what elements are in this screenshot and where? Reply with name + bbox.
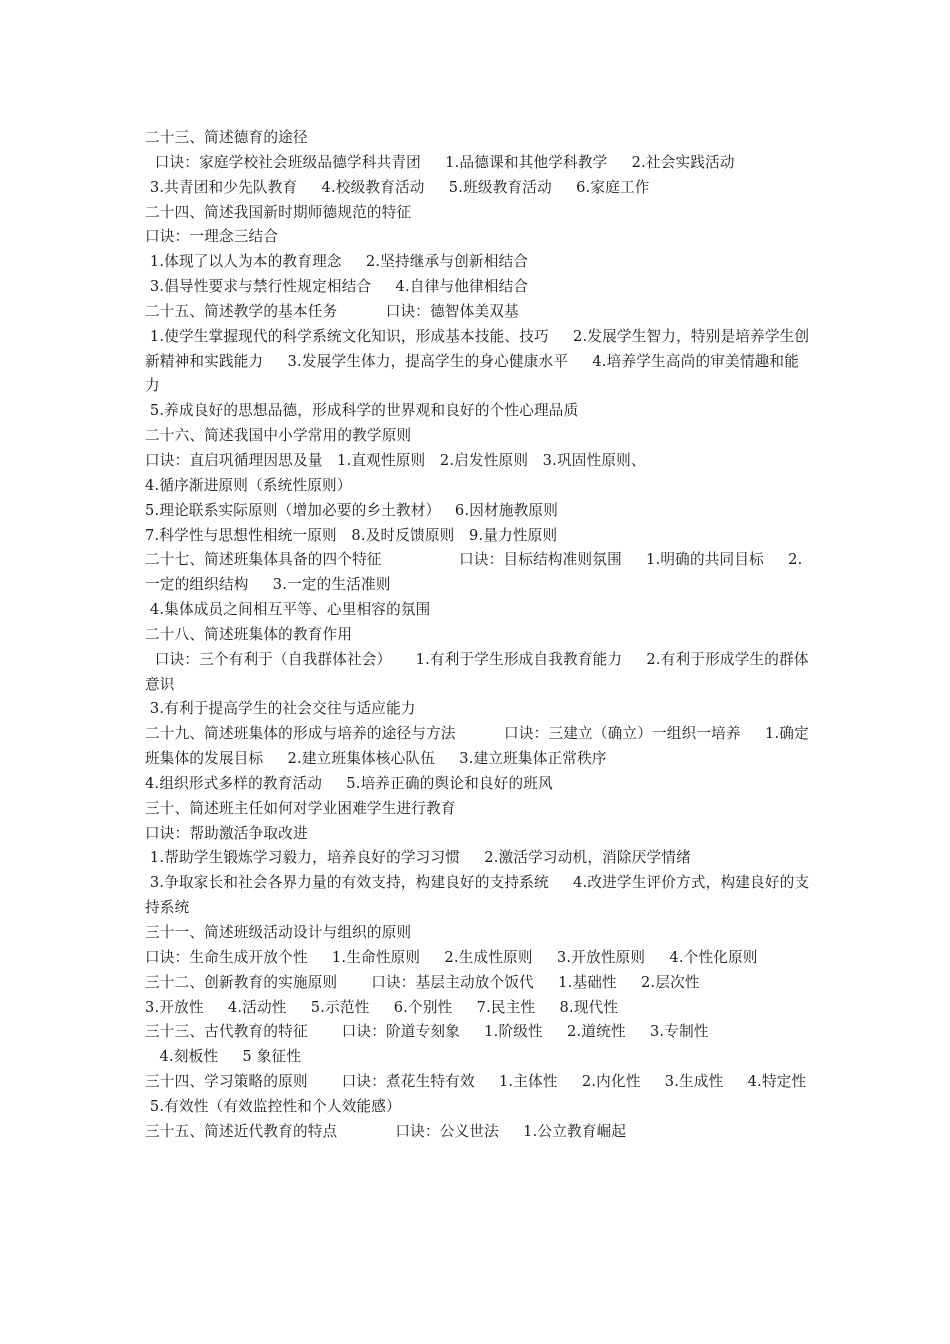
heading-33: 三十三、古代教育的特征 口诀：阶道专刻象 1.阶级性 2.道统性 3.专制性: [145, 1023, 709, 1041]
heading-27: 二十七、简述班集体具备的四个特征 口诀：目标结构准则氛围 1.明确的共同目标 2.一定的组织结构 3.一定的生活准则: [145, 551, 803, 594]
list-26-items-b: 5.理论联系实际原则（增加必要的乡土教材） 6.因材施教原则: [145, 501, 559, 519]
mnemonic-30: 口诀：帮助激活争取改进: [145, 824, 308, 842]
list-29-items: 4.组织形式多样的教育活动 5.培养正确的舆论和良好的班风: [145, 774, 553, 792]
heading-30: 三十、简述班主任如何对学业困难学生进行教育: [145, 799, 456, 817]
heading-25: 二十五、简述教学的基本任务 口诀：德智体美双基: [145, 302, 519, 320]
list-30-items-b: 3.争取家长和社会各界力量的有效支持，构建良好的支持系统 4.改进学生评价方式，构建良好的支持系统: [145, 874, 810, 917]
list-32-items: 3.开放性 4.活动性 5.示范性 6.个别性 7.民主性 8.现代性: [145, 998, 619, 1016]
heading-32: 三十二、创新教育的实施原则 口诀：基层主动放个饭代 1.基础性 2.层次性: [145, 973, 700, 991]
heading-34: 三十四、学习策略的原则 口诀：煮花生特有效 1.主体性 2.内化性 3.生成性 4.特定性: [145, 1073, 807, 1091]
heading-23: 二十三、简述德育的途径: [145, 129, 308, 146]
list-24-items-a: 1.体现了以人为本的教育理念 2.坚持继承与创新相结合: [145, 253, 529, 271]
list-30-items-a: 1.帮助学生锻炼学习毅力，培养良好的学习习惯 2.激活学习动机，消除厌学情绪: [145, 849, 691, 867]
mnemonic-31: 口诀：生命生成开放个性 1.生命性原则 2.生成性原则 3.开放性原则 4.个性化原则: [145, 948, 758, 966]
heading-26: 二十六、简述我国中小学常用的教学原则: [145, 427, 412, 445]
list-34-items: 5.有效性（有效监控性和个人效能感）: [145, 1097, 401, 1115]
list-25-items-a: 1.使学生掌握现代的科学系统文化知识，形成基本技能、技巧 2.发展学生智力，特别是培养学生创新精神和实践能力 3.发展学生体力，提高学生的身心健康水平 4.培养学生高尚的审美情趣和能力: [145, 327, 810, 395]
heading-31: 三十一、简述班级活动设计与组织的原则: [145, 924, 412, 941]
mnemonic-24: 口诀：一理念三结合: [145, 228, 279, 246]
list-27-items: 4.集体成员之间相互平等、心里相容的氛围: [145, 601, 431, 619]
list-23-items: 3.共青团和少先队教育 4.校级教育活动 5.班级教育活动 6.家庭工作: [145, 178, 650, 196]
list-26-items-c: 7.科学性与思想性相统一原则 8.及时反馈原则 9.量力性原则: [145, 526, 558, 544]
heading-35: 三十五、简述近代教育的特点 口诀：公义世法 1.公立教育崛起: [145, 1122, 627, 1140]
mnemonic-26: 口诀：直启巩循理因思及量 1.直观性原则 2.启发性原则 3.巩固性原则、: [145, 451, 646, 469]
list-25-items-b: 5.养成良好的思想品德，形成科学的世界观和良好的个性心理品质: [145, 402, 579, 420]
mnemonic-23: 口诀：家庭学校社会班级品德学科共青团 1.品德课和其他学科教学 2.社会实践活动: [145, 153, 735, 171]
list-24-items-b: 3.倡导性要求与禁行性规定相结合 4.自律与他律相结合: [145, 278, 529, 296]
heading-24: 二十四、简述我国新时期师德规范的特征: [145, 203, 412, 221]
heading-28: 二十八、简述班集体的教育作用: [145, 625, 353, 643]
heading-29: 二十九、简述班集体的形成与培养的途径与方法 口诀：三建立（确立）一组织一培养 1.确定班集体的发展目标 2.建立班集体核心队伍 3.建立班集体正常秩序: [145, 725, 809, 768]
list-33-items: 4.刻板性 5 象征性: [145, 1048, 302, 1066]
list-26-items-a: 4.循序渐进原则（系统性原则）: [145, 476, 352, 494]
mnemonic-28: 口诀：三个有利于（自我群体社会） 1.有利于学生形成自我教育能力 2.有利于形成学生的群体意识: [145, 650, 809, 693]
document-body: [145, 126, 810, 1145]
list-28-items: 3.有利于提高学生的社会交往与适应能力: [145, 700, 416, 718]
